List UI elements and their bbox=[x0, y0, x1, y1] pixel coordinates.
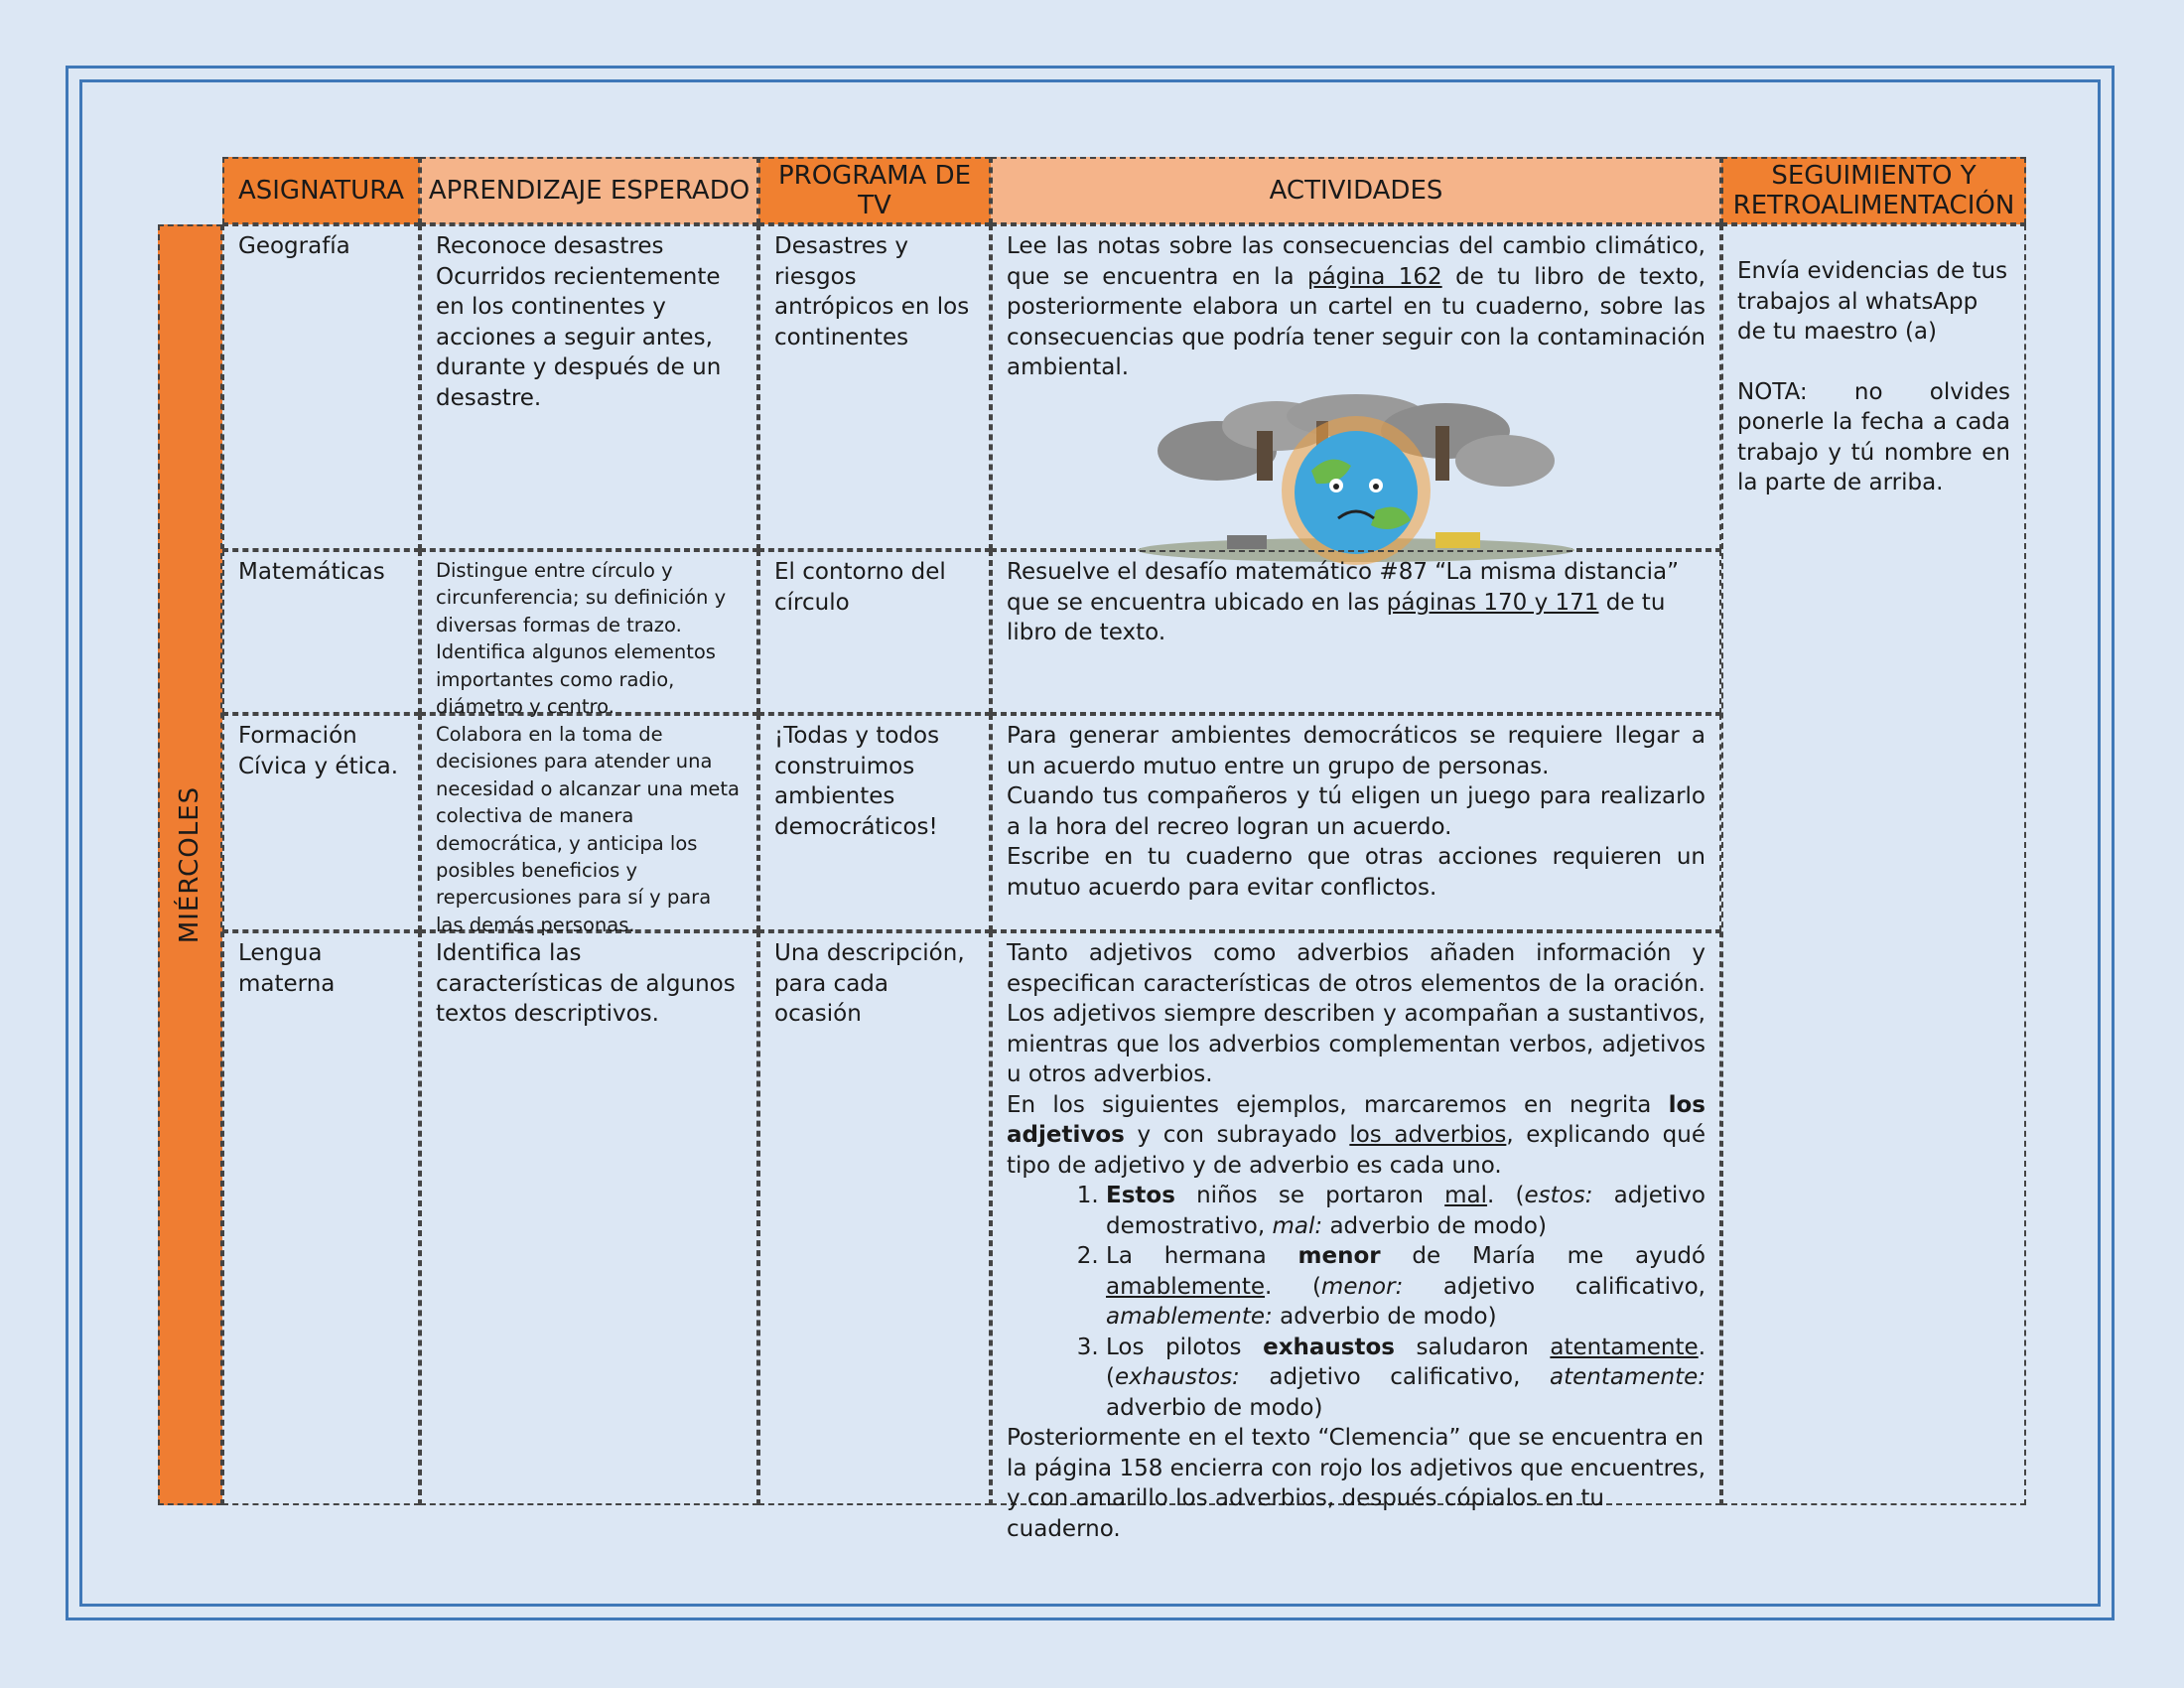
polluted-earth-illustration bbox=[1108, 391, 1604, 560]
row-geografia-programa: Desastres y riesgos antrópicos en los continentes bbox=[758, 224, 991, 550]
seguimiento-cell bbox=[1721, 224, 2026, 1505]
example-item bbox=[1106, 1181, 1706, 1241]
row-matematicas-programa: El contorno del círculo bbox=[758, 550, 991, 714]
examples-list bbox=[1007, 1181, 1706, 1423]
header-aprendizaje: APRENDIZAJE ESPERADO bbox=[420, 157, 758, 224]
example-text: adjetivo calificativo, bbox=[1239, 1364, 1550, 1390]
civica-activity-p1: Para generar ambientes democráticos se requiere llegar a un acuerdo mutuo entre un grupo de personas. bbox=[1007, 723, 1706, 779]
example-item bbox=[1106, 1333, 1706, 1424]
lengua-p2-underlined: los adverbios bbox=[1349, 1122, 1507, 1148]
seguimiento-instructions: Envía evidencias de tus trabajos al whatsApp de tu maestro (a) bbox=[1737, 258, 2008, 345]
matematicas-page-link: páginas 170 y 171 bbox=[1386, 589, 1599, 616]
row-civica-programa: ¡Todas y todos construimos ambientes democráticos! bbox=[758, 714, 991, 931]
example-text: de María me ayudó bbox=[1380, 1243, 1706, 1269]
example-text: adjetivo calificativo, bbox=[1403, 1273, 1706, 1300]
header-asignatura: ASIGNATURA bbox=[222, 157, 420, 224]
row-lengua-programa: Una descripción, para cada ocasión bbox=[758, 931, 991, 1505]
lengua-p2-bold: los adjetivos bbox=[1007, 1091, 1706, 1148]
matematicas-activity-part-a: Resuelve el desafío matemático #87 “La misma distancia” que se encuentra ubicado en las bbox=[1007, 559, 1679, 616]
civica-activity-p2: Cuando tus compañeros y tú eligen un juego para realizarlo a la hora del recreo logran un acuerdo. bbox=[1007, 783, 1706, 840]
example-text: . ( bbox=[1106, 1334, 1706, 1390]
geografia-page-link: página 162 bbox=[1306, 263, 1442, 290]
example-italic: atentamente: bbox=[1549, 1364, 1706, 1390]
example-text: adverbio de modo) bbox=[1322, 1212, 1547, 1239]
example-text: niños se portaron bbox=[1174, 1183, 1445, 1208]
example-adjective: exhaustos bbox=[1263, 1334, 1395, 1360]
row-lengua-actividades bbox=[991, 931, 1721, 1542]
lengua-p2-text-e: , explicando qué tipo de adjetivo y de adverbio es cada uno. bbox=[1007, 1122, 1706, 1179]
geografia-activity-text bbox=[1007, 231, 1706, 383]
example-adverb: atentamente bbox=[1550, 1334, 1699, 1360]
day-label: MIÉRCOLES bbox=[175, 785, 205, 944]
day-label-cell bbox=[158, 224, 222, 1505]
row-civica-asignatura: Formación Cívica y ética. bbox=[222, 714, 420, 931]
row-civica-actividades bbox=[991, 714, 1721, 931]
example-italic: amablemente: bbox=[1106, 1304, 1273, 1330]
example-adjective: Estos bbox=[1106, 1183, 1175, 1208]
example-text: adjetivo demostrativo, bbox=[1106, 1183, 1706, 1239]
example-text: La hermana bbox=[1106, 1243, 1298, 1269]
civica-activity-p3: Escribe en tu cuaderno que otras acciones requieren un mutuo acuerdo para evitar conflictos. bbox=[1007, 844, 1706, 901]
header-actividades: ACTIVIDADES bbox=[991, 157, 1721, 224]
example-text: . ( bbox=[1265, 1273, 1321, 1300]
example-adverb: mal bbox=[1444, 1183, 1488, 1208]
geografia-activity-part-b: de tu libro de texto, posteriormente elabora un cartel en tu cuaderno, sobre las consecuencias que podría tener seguir con la contaminación ambiental. bbox=[1007, 263, 1706, 380]
row-matematicas-actividades bbox=[991, 550, 1721, 714]
lengua-p2-text-a: En los siguientes ejemplos, marcaremos en negrita bbox=[1007, 1091, 1669, 1118]
row-geografia-asignatura: Geografía bbox=[222, 224, 420, 550]
example-adverb: amablemente bbox=[1106, 1273, 1266, 1300]
example-text: adverbio de modo) bbox=[1272, 1304, 1497, 1330]
lengua-activity-p3: Posteriormente en el texto “Clemencia” que se encuentra en la página 158 encierra con rojo los adjetivos que encuentres, y con amarillo los adverbios, después cópialos en tu cuaderno. bbox=[1007, 1425, 1706, 1542]
row-geografia-aprendizaje: Reconoce desastres Ocurridos recientemente en los continentes y acciones a seguir antes, durante y después de un desastre. bbox=[420, 224, 758, 550]
row-matematicas-asignatura: Matemáticas bbox=[222, 550, 420, 714]
example-italic: menor: bbox=[1320, 1273, 1404, 1300]
row-civica-aprendizaje: Colabora en la toma de decisiones para atender una necesidad o alcanzar una meta colectiva de manera democrática, y anticipa los posibles beneficios y repercusiones para sí y para las demás personas. bbox=[420, 714, 758, 931]
seguimiento-spacer bbox=[1737, 348, 2010, 377]
example-text: saludaron bbox=[1394, 1334, 1551, 1360]
example-text: . ( bbox=[1487, 1183, 1525, 1208]
example-italic: estos: bbox=[1524, 1183, 1593, 1208]
example-text: Los pilotos bbox=[1106, 1334, 1264, 1360]
matematicas-activity-part-b: de tu libro de texto. bbox=[1007, 589, 1666, 645]
row-lengua-asignatura: Lengua materna bbox=[222, 931, 420, 1505]
header-seguimiento: SEGUIMIENTO Y RETROALIMENTACIÓN bbox=[1721, 157, 2026, 224]
example-item bbox=[1106, 1241, 1706, 1333]
example-italic: exhaustos: bbox=[1114, 1364, 1240, 1390]
lengua-activity-p2 bbox=[1007, 1090, 1706, 1182]
example-text: adverbio de modo) bbox=[1106, 1394, 1323, 1421]
row-geografia-actividades bbox=[991, 224, 1721, 550]
example-italic: mal: bbox=[1272, 1212, 1323, 1239]
header-programa: PROGRAMA DE TV bbox=[758, 157, 991, 224]
geografia-activity-part-a: Lee las notas sobre las consecuencias del cambio climático, que se encuentra en la bbox=[1007, 233, 1706, 290]
row-matematicas-aprendizaje: Distingue entre círculo y circunferencia; su definición y diversas formas de trazo. Identifica algunos elementos importantes como radio, diámetro y centro. bbox=[420, 550, 758, 714]
seguimiento-note: NOTA: no olvides ponerle la fecha a cada trabajo y tú nombre en la parte de arriba. bbox=[1737, 378, 2010, 495]
row-lengua-aprendizaje: Identifica las características de algunos textos descriptivos. bbox=[420, 931, 758, 1505]
lengua-activity-p1: Tanto adjetivos como adverbios añaden información y especifican características de otros elementos de la oración. Los adjetivos siempre describen y acompañan a sustantivos, mientras que los adverbios complementan verbos, adjetivos u otros adverbios. bbox=[1007, 940, 1706, 1087]
example-adjective: menor bbox=[1297, 1243, 1381, 1269]
lengua-p2-text-c: y con subrayado bbox=[1124, 1122, 1350, 1148]
